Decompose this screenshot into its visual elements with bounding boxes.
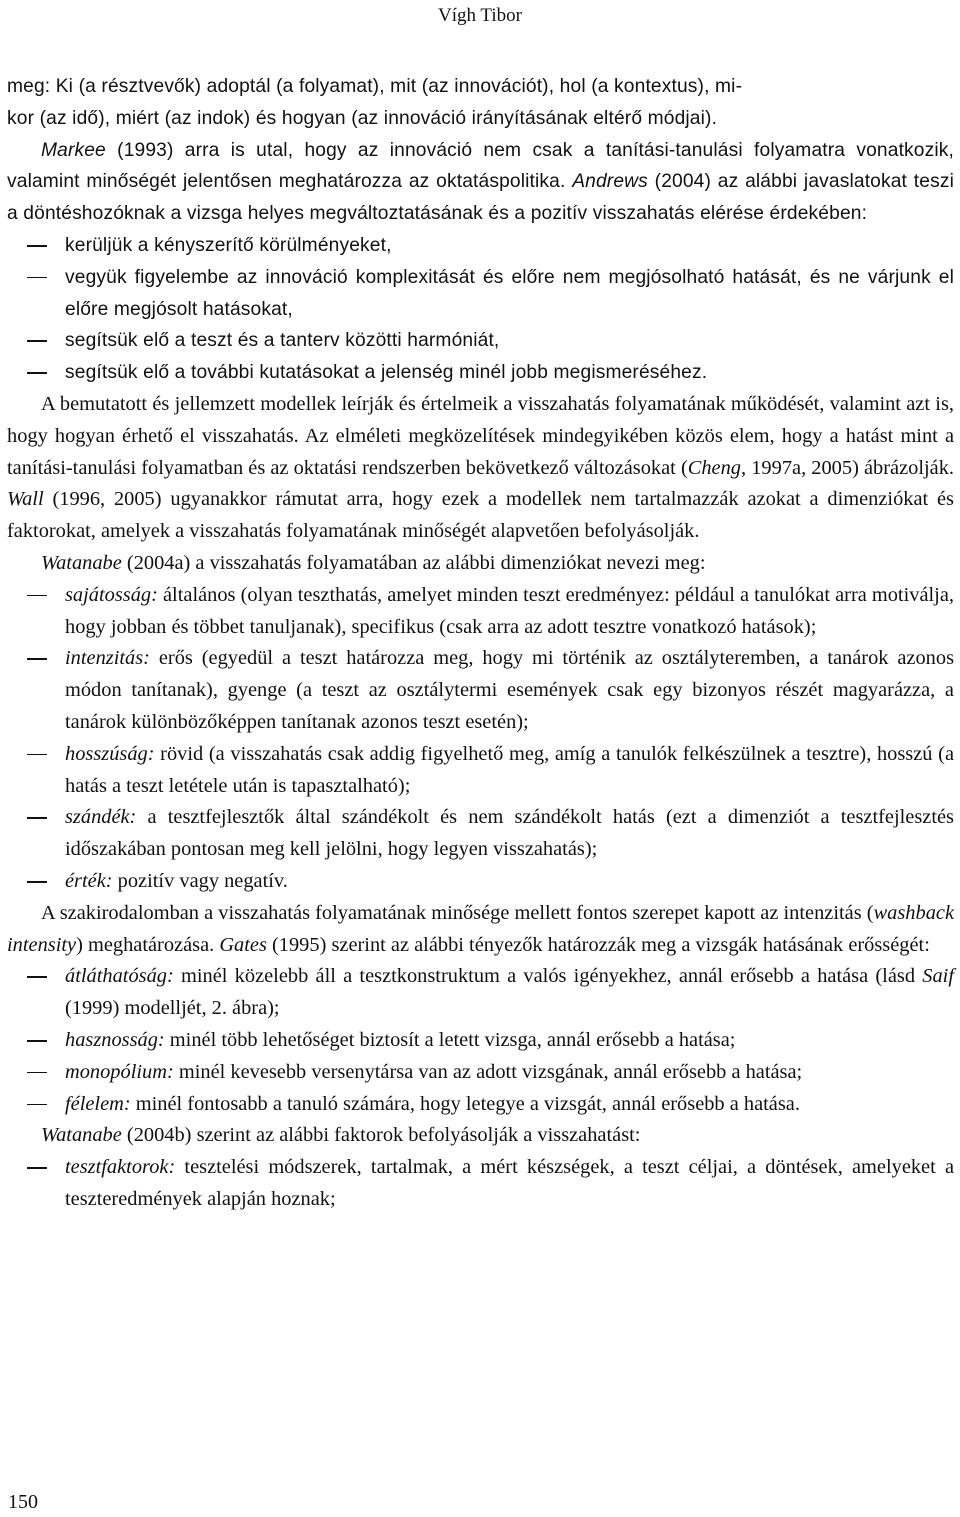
item-text: általános (olyan teszthatás, amelyet minden teszt eredményez: például a tanulókat arra motiválja, hogy jobban és többet tanuljanak), specifikus (csak arra az adott tesztre vonatkozó hatások); bbox=[65, 583, 954, 638]
list-item bbox=[7, 1057, 954, 1089]
term: érték: bbox=[65, 869, 113, 892]
term: monopólium: bbox=[65, 1060, 174, 1083]
list-item bbox=[7, 961, 954, 1025]
item-text: a tesztfejlesztők által szándékolt és nem szándékolt hatás (ezt a dimenziót a tesztfejlesztés időszakában pontosan meg kell jelölni, hogy legyen visszahatás); bbox=[65, 806, 954, 861]
paragraph-watanabe-dimensions bbox=[7, 548, 954, 580]
citation-gates: Gates bbox=[219, 933, 267, 956]
list-item bbox=[7, 802, 954, 866]
item-text: (1999) modelljét, 2. ábra); bbox=[65, 997, 280, 1020]
term: szándék: bbox=[65, 806, 137, 829]
list-item bbox=[7, 739, 954, 803]
page-number: 150 bbox=[8, 1491, 38, 1513]
item-text: minél kevesebb versenytársa van az adott vizsgának, annál erősebb a hatása; bbox=[173, 1060, 803, 1083]
citation-wall: Wall bbox=[7, 488, 44, 511]
gates-factors-list bbox=[7, 961, 954, 1120]
paragraph-text: A bemutatott és jellemzett modellek leírják és értelmeik a visszahatás folyamatának működését, valamint azt is, hogy hogyan érhető el visszahatás. Az elméleti megközelítések mindegyikében közös elem, hogy a hatást mint a tanítási-tanulási folyamatban és az oktatási rendszerben bekövetkező változásokat ( bbox=[7, 392, 954, 479]
citation-cheng: Cheng bbox=[687, 456, 742, 479]
list-item bbox=[7, 1152, 954, 1216]
item-text: minél több lehetőséget biztosít a letett vizsga, annál erősebb a hatása; bbox=[164, 1028, 736, 1051]
page-body bbox=[7, 71, 954, 1216]
paragraph-text: (2004b) szerint az alábbi faktorok befolyásolják a visszahatást: bbox=[121, 1124, 641, 1147]
term: intenzitás: bbox=[65, 647, 150, 670]
list-item: vegyük figyelembe az innováció komplexitását és előre nem megjósolható hatását, és ne várjunk el előre megjósolt hatásokat, bbox=[7, 262, 954, 326]
item-text: minél fontosabb a tanuló számára, hogy letegye a vizsgát, annál erősebb a hatása. bbox=[130, 1092, 800, 1115]
item-text: minél közelebb áll a tesztkonstruktum a valós igényekhez, annál erősebb a hatása (lásd bbox=[173, 965, 923, 988]
paragraph-text: ) meghatározása. bbox=[76, 933, 220, 956]
paragraph-watanabe-factors bbox=[7, 1120, 954, 1152]
andrews-recommendations-list bbox=[7, 230, 954, 389]
citation-saif: Saif bbox=[922, 965, 954, 988]
paragraph-text: (2004a) a visszahatás folyamatában az alábbi dimenziókat nevezi meg: bbox=[121, 551, 706, 574]
term: félelem: bbox=[65, 1092, 131, 1115]
list-item: segítsük elő a teszt és a tanterv közötti harmóniát, bbox=[7, 325, 954, 357]
citation-markee: Markee bbox=[41, 139, 106, 161]
item-text: pozitív vagy negatív. bbox=[112, 869, 288, 892]
list-item bbox=[7, 1089, 954, 1121]
term: hosszúság: bbox=[65, 742, 155, 765]
line-2: kor (az idő), miért (az indok) és hogyan (az innováció irányításának eltérő módjai). bbox=[7, 107, 718, 129]
paragraph-markee-andrews bbox=[7, 135, 954, 230]
factors-list bbox=[7, 1152, 954, 1216]
citation-watanabe: Watanabe bbox=[41, 1124, 122, 1147]
term: átláthatóság: bbox=[65, 965, 174, 988]
line-1: meg: Ki (a résztvevők) adoptál (a folyamat), mit (az innovációt), hol (a kontextus), mi- bbox=[7, 76, 743, 97]
term: tesztfaktorok: bbox=[65, 1156, 176, 1179]
item-text: erős (egyedül a teszt határozza meg, hogy mi történik az osztályteremben, a tanárok azonos módon tanítanak), gyenge (a teszt az osztálytermi események csak egy bizonyos részét magyarázza, a tanárok különbözőképpen tanítanak azonos teszt esetén); bbox=[65, 647, 954, 733]
citation-watanabe: Watanabe bbox=[41, 551, 122, 574]
paragraph-text: (2004) az alábbi javaslatokat teszi a döntéshozóknak a vizsga helyes megváltoztatásának és a pozitív visszahatás elérése érdekében: bbox=[7, 171, 954, 225]
paragraph-models bbox=[7, 389, 954, 548]
paragraph-text: A szakirodalomban a visszahatás folyamatának minősége mellett fontos szerepet kapott az intenzitás ( bbox=[41, 901, 874, 924]
running-header: Vígh Tibor bbox=[438, 5, 522, 26]
list-item bbox=[7, 580, 954, 644]
paragraph-text: (1993) arra is utal, hogy az innováció nem csak a tanítási-tanulási folyamatra vonatkozik, valamint minőségét jelentősen meghatározza az oktatáspolitika. bbox=[7, 139, 954, 193]
paragraph-intensity bbox=[7, 898, 954, 962]
list-item: kerüljük a kényszerítő körülményeket, bbox=[7, 230, 954, 262]
dimensions-list bbox=[7, 580, 954, 898]
citation-andrews: Andrews bbox=[572, 171, 648, 193]
item-text: rövid (a visszahatás csak addig figyelhető meg, amíg a tanulók felkészülnek a tesztre), hosszú (a hatás a teszt letétele után is tapasztalható); bbox=[65, 742, 954, 797]
list-item bbox=[7, 1025, 954, 1057]
list-item bbox=[7, 866, 954, 898]
paragraph-text: , 1997a, 2005) ábrázolják. bbox=[741, 456, 954, 479]
term: hasznosság: bbox=[65, 1028, 165, 1051]
item-text: tesztelési módszerek, tartalmak, a mért készségek, a teszt céljai, a döntések, amelyeket a teszteredmények alapján hoznak; bbox=[65, 1156, 954, 1210]
paragraph-continuation bbox=[7, 71, 954, 135]
paragraph-text: (1995) szerint az alábbi tényezők határozzák meg a vizsgák hatásának erősségét: bbox=[266, 933, 930, 956]
term: sajátosság: bbox=[65, 583, 158, 606]
paragraph-text: (1996, 2005) ugyanakkor rámutat arra, hogy ezek a modellek nem tartalmazzák azokat a dimenziókat és faktorokat, amelyek a visszahatás folyamatának minőségét alapvetően befolyásolják. bbox=[7, 488, 954, 543]
list-item: segítsük elő a további kutatásokat a jelenség minél jobb megismeréséhez. bbox=[7, 357, 954, 389]
term-washback-intensity: washback intensity bbox=[7, 901, 954, 956]
list-item bbox=[7, 643, 954, 738]
